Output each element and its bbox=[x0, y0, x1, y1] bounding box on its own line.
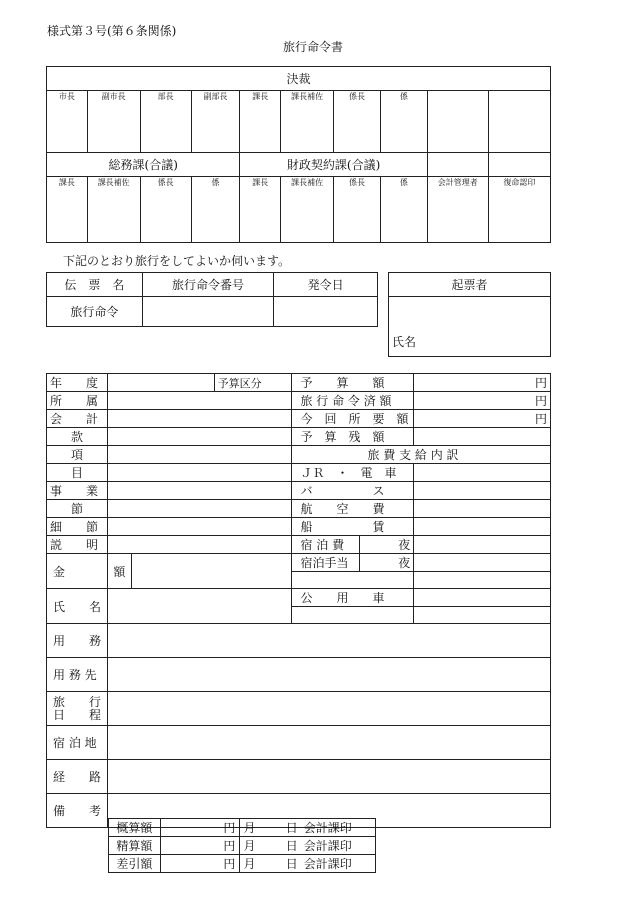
label-kaikei: 会 計 bbox=[47, 410, 108, 428]
group-label: 総務課(合議) bbox=[47, 153, 240, 177]
label-youmu: 用 務 bbox=[47, 624, 108, 658]
approval-cell: 係 bbox=[380, 91, 427, 153]
input-cell[interactable] bbox=[107, 374, 214, 392]
approval-cell: 市長 bbox=[47, 91, 88, 153]
input-cell[interactable] bbox=[107, 726, 550, 760]
input-cell[interactable] bbox=[414, 572, 551, 589]
input-cell[interactable] bbox=[107, 392, 292, 410]
label-ryokou-zumi: 旅 行 命 令 済 額 bbox=[292, 392, 414, 410]
main-table bbox=[46, 373, 551, 828]
label-koyousha: 公 用 車 bbox=[292, 589, 414, 607]
input-cell[interactable] bbox=[414, 428, 551, 446]
day-unit[interactable]: 日 bbox=[270, 855, 300, 873]
input-cell[interactable] bbox=[414, 500, 551, 518]
input-cell[interactable] bbox=[292, 607, 414, 624]
request-text: 下記のとおり旅行をしてよいか伺います。 bbox=[63, 254, 291, 268]
label-saisetsu: 細 節 bbox=[47, 518, 108, 536]
issue-date-field[interactable] bbox=[274, 297, 378, 327]
label-kingaku2: 額 bbox=[107, 554, 131, 589]
settlement-label: 精算額 bbox=[109, 837, 161, 855]
order-number-field[interactable] bbox=[142, 297, 274, 327]
label-breakdown: 旅 費 支 給 内 訳 bbox=[292, 446, 551, 464]
approval-cell: 課長補佐 bbox=[281, 91, 334, 153]
settlement-table bbox=[108, 818, 376, 873]
yoru-unit: 夜 bbox=[360, 536, 414, 554]
page-title: 旅行命令書 bbox=[283, 40, 344, 54]
approval-cell bbox=[427, 91, 488, 153]
input-cell[interactable] bbox=[107, 536, 292, 554]
yen-unit[interactable]: 円 bbox=[160, 837, 240, 855]
label-youmusaki: 用 務 先 bbox=[47, 658, 108, 692]
input-cell[interactable] bbox=[414, 536, 551, 554]
input-cell[interactable] bbox=[131, 554, 292, 589]
approval-cell: 係 bbox=[191, 177, 240, 243]
month-unit[interactable]: 月 bbox=[240, 819, 270, 837]
label-shukuhakuchi: 宿 泊 地 bbox=[47, 726, 108, 760]
approval-cell bbox=[488, 91, 550, 153]
input-cell[interactable] bbox=[107, 482, 292, 500]
month-unit[interactable]: 月 bbox=[240, 855, 270, 873]
input-cell[interactable] bbox=[414, 464, 551, 482]
approval-cell: 会計管理者 bbox=[427, 177, 488, 243]
input-cell[interactable] bbox=[414, 518, 551, 536]
label-fune: 船 賃 bbox=[292, 518, 414, 536]
label-koukuu: 航 空 費 bbox=[292, 500, 414, 518]
label-ryokou: 旅 行 bbox=[53, 694, 102, 709]
input-cell[interactable] bbox=[107, 518, 292, 536]
label-yosangaku: 予 算 額 bbox=[292, 374, 414, 392]
approval-cell: 課長補佐 bbox=[281, 177, 334, 243]
yen-unit: 円 bbox=[414, 410, 551, 428]
label-setsu: 節 bbox=[47, 500, 108, 518]
approval-cell: 係長 bbox=[334, 91, 381, 153]
input-cell[interactable] bbox=[107, 500, 292, 518]
slip-header: 発令日 bbox=[274, 273, 378, 297]
seal-label: 会計課印 bbox=[300, 837, 376, 855]
day-unit[interactable]: 日 bbox=[270, 837, 300, 855]
label-setsumei: 説 明 bbox=[47, 536, 108, 554]
label-bikou: 備 考 bbox=[47, 794, 108, 828]
slip-table bbox=[46, 272, 378, 327]
group-label: 財政契約課(合議) bbox=[240, 153, 427, 177]
settlement-label: 差引額 bbox=[109, 855, 161, 873]
label-shimei: 氏 名 bbox=[47, 589, 108, 624]
slip-name: 旅行命令 bbox=[47, 297, 143, 327]
label-konkai: 今 回 所 要 額 bbox=[292, 410, 414, 428]
input-cell[interactable] bbox=[414, 482, 551, 500]
approval-cell: 復命認印 bbox=[488, 177, 550, 243]
day-unit[interactable]: 日 bbox=[270, 819, 300, 837]
approval-cell: 課長補佐 bbox=[87, 177, 140, 243]
approval-header: 決裁 bbox=[47, 67, 551, 91]
approval-cell: 副部長 bbox=[191, 91, 240, 153]
label-jigyou: 事 業 bbox=[47, 482, 108, 500]
seal-label: 会計課印 bbox=[300, 855, 376, 873]
approval-cell: 係長 bbox=[140, 177, 191, 243]
slip-header: 伝 票 名 bbox=[47, 273, 143, 297]
seal-label: 会計課印 bbox=[300, 819, 376, 837]
input-cell[interactable] bbox=[107, 410, 292, 428]
yen-unit[interactable]: 円 bbox=[160, 855, 240, 873]
drafter-name[interactable]: 氏名 bbox=[389, 297, 551, 357]
month-unit[interactable]: 月 bbox=[240, 837, 270, 855]
input-cell[interactable] bbox=[107, 589, 292, 624]
label-shukuhaku-teate: 宿泊手当 bbox=[292, 554, 360, 572]
input-cell[interactable] bbox=[107, 760, 550, 794]
label-shukuhakuhi: 宿 泊 費 bbox=[292, 536, 360, 554]
approval-cell: 課長 bbox=[240, 91, 281, 153]
approval-cell: 係長 bbox=[334, 177, 381, 243]
label-keiro: 経 路 bbox=[47, 760, 108, 794]
approval-cell: 部長 bbox=[140, 91, 191, 153]
label-kan: 款 bbox=[47, 428, 108, 446]
label-bus: バ ス bbox=[292, 482, 414, 500]
input-cell[interactable] bbox=[414, 607, 551, 624]
label-kou: 項 bbox=[47, 446, 108, 464]
label-kingaku: 金 bbox=[47, 554, 108, 589]
approval-cell: 課長 bbox=[240, 177, 281, 243]
slip-header: 旅行命令番号 bbox=[142, 273, 274, 297]
approval-cell: 係 bbox=[380, 177, 427, 243]
input-cell[interactable] bbox=[107, 658, 550, 692]
label-moku: 目 bbox=[47, 464, 108, 482]
drafter-table bbox=[388, 272, 551, 357]
label-shozoku: 所 属 bbox=[47, 392, 108, 410]
label-nittei: 日 程 bbox=[53, 707, 102, 722]
approval-table bbox=[46, 66, 551, 243]
yen-unit: 円 bbox=[414, 392, 551, 410]
approval-cell: 副市長 bbox=[87, 91, 140, 153]
label-ryokou-nittei bbox=[47, 692, 108, 726]
label-jr: ＪＲ ・ 電 車 bbox=[292, 464, 414, 482]
input-cell[interactable] bbox=[107, 464, 292, 482]
input-cell[interactable] bbox=[107, 624, 550, 658]
label-yosan-kubun: 予算区分 bbox=[214, 374, 292, 392]
form-number: 様式第３号(第６条関係) bbox=[47, 24, 177, 38]
input-cell[interactable] bbox=[107, 692, 550, 726]
yen-unit[interactable]: 円 bbox=[160, 819, 240, 837]
blank-cell bbox=[427, 153, 488, 177]
settlement-label: 概算額 bbox=[109, 819, 161, 837]
input-cell[interactable] bbox=[414, 589, 551, 607]
input-cell[interactable] bbox=[292, 572, 414, 589]
input-cell[interactable] bbox=[107, 446, 292, 464]
label-zangaku: 予 算 残 額 bbox=[292, 428, 414, 446]
input-cell[interactable] bbox=[414, 554, 551, 572]
yen-unit: 円 bbox=[414, 374, 551, 392]
drafter-header: 起票者 bbox=[389, 273, 551, 297]
input-cell[interactable] bbox=[107, 428, 292, 446]
yoru-unit: 夜 bbox=[360, 554, 414, 572]
label-nendo: 年 度 bbox=[47, 374, 108, 392]
approval-cell: 課長 bbox=[47, 177, 88, 243]
blank-cell bbox=[488, 153, 550, 177]
